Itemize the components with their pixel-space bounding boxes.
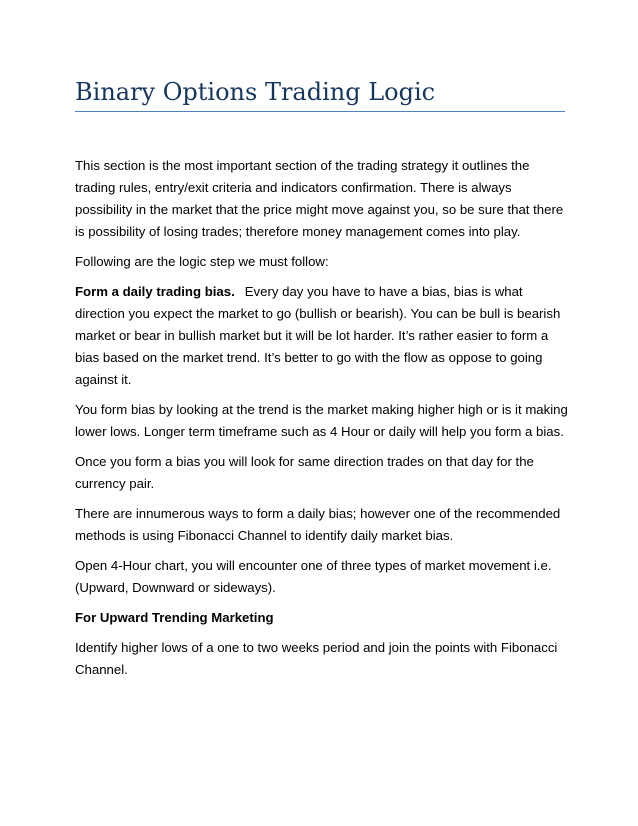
logic-steps-intro: Following are the logic step we must follow:	[75, 254, 329, 269]
daily-bias-paragraph	[75, 281, 570, 391]
daily-bias-lead: Form a daily trading bias.	[75, 284, 235, 299]
document-title: Binary Options Trading Logic	[75, 78, 436, 106]
intro-paragraph: This section is the most important section of the trading strategy it outlines the trading rules, entry/exit criteria and indicators confirmation. There is always possibility in the market that the price might move against you, so be sure that there is possibility of losing trades; therefore money management comes into play.	[75, 158, 564, 239]
daily-bias-text: Every day you have to have a bias, bias is what direction you expect the market to go (bullish or bearish). You can be bull is bearish market or bear in bullish market but it will be lot harder. It’s rather easier to form a bias based on the market trend. It’s better to go with the flow as oppose to going against it.	[75, 284, 561, 387]
fibonacci-method-paragraph: There are innumerous ways to form a daily bias; however one of the recommended methods is using Fibonacci Channel to identify daily market bias.	[75, 506, 561, 543]
form-bias-paragraph: You form bias by looking at the trend is the market making higher high or is it making lower lows. Longer term timeframe such as 4 Hour or daily will help you form a bias.	[75, 402, 568, 439]
document-body	[75, 155, 570, 689]
upward-trend-heading: For Upward Trending Marketing	[75, 610, 274, 625]
higher-lows-paragraph: Identify higher lows of a one to two weeks period and join the points with Fibonacci Channel.	[75, 640, 558, 677]
title-underline	[75, 111, 565, 112]
open-chart-paragraph: Open 4-Hour chart, you will encounter one of three types of market movement i.e. (Upward, Downward or sideways).	[75, 558, 552, 595]
same-direction-paragraph: Once you form a bias you will look for same direction trades on that day for the currency pair.	[75, 454, 534, 491]
